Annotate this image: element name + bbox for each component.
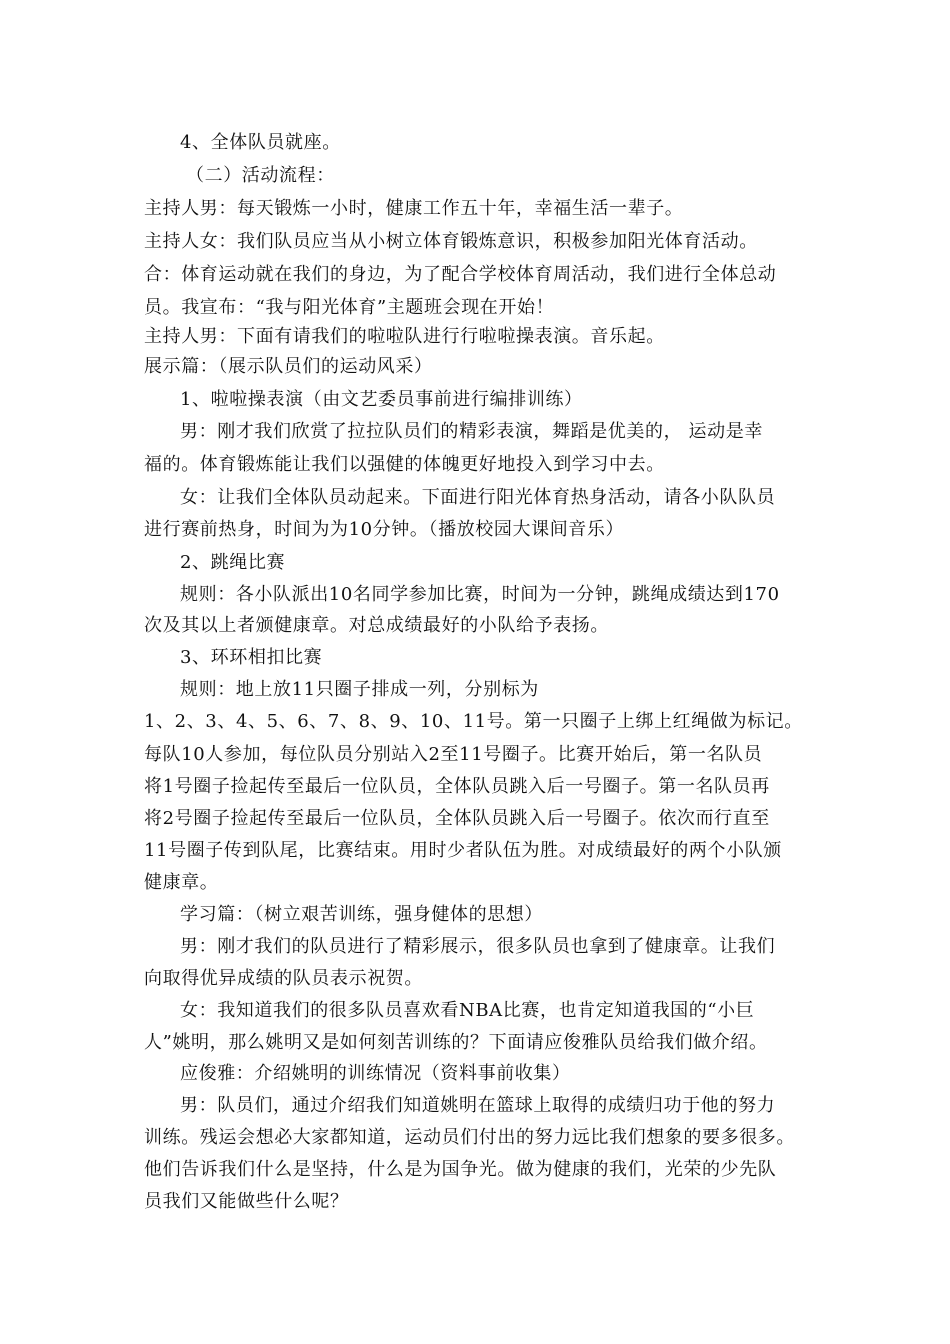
text-line: 进行赛前热身，时间为为10分钟。（播放校园大课间音乐） — [144, 519, 625, 540]
text-line: 每队10人参加，每位队员分别站入2至11号圈子。比赛开始后，第一名队员 — [144, 744, 763, 765]
text-line: 规则：地上放11只圈子排成一列，分别标为 — [180, 679, 539, 700]
text-line: 健康章。 — [144, 872, 219, 893]
text-line: 应俊雅：介绍姚明的训练情况（资料事前收集） — [180, 1063, 571, 1084]
text-line: 男：刚才我们的队员进行了精彩展示，很多队员也拿到了健康章。让我们 — [180, 936, 776, 957]
text-line: （二）活动流程： — [186, 165, 335, 186]
text-line: 主持人女：我们队员应当从小树立体育锻炼意识，积极参加阳光体育活动。 — [144, 231, 758, 252]
text-line: 11号圈子传到队尾，比赛结束。用时少者队伍为胜。对成绩最好的两个小队颁 — [144, 840, 782, 861]
section-heading: 学习篇：（树立艰苦训练，强身健体的思想） — [180, 904, 543, 925]
text-line: 员我们又能做些什么呢？ — [144, 1191, 349, 1212]
text-line: 将1号圈子捡起传至最后一位队员，全体队员跳入后一号圈子。第一名队员再 — [144, 776, 770, 797]
text-line: 主持人男：下面有请我们的啦啦队进行行啦啦操表演。音乐起。 — [144, 326, 665, 347]
text-line: 训练。残运会想必大家都知道，运动员们付出的努力远比我们想象的要多很多。 — [144, 1127, 795, 1148]
text-line: 女：我知道我们的很多队员喜欢看NBA比赛，也肯定知道我国的“小巨 — [180, 1000, 755, 1021]
text-line: 2、跳绳比赛 — [180, 552, 286, 573]
text-line: 主持人男：每天锻炼一小时，健康工作五十年，幸福生活一辈子。 — [144, 198, 684, 219]
text-line: 规则：各小队派出10名同学参加比赛，时间为一分钟，跳绳成绩达到170 — [180, 584, 780, 605]
text-line: 次及其以上者颁健康章。对总成绩最好的小队给予表扬。 — [144, 615, 609, 636]
text-line: 1、啦啦操表演（由文艺委员事前进行编排训练） — [180, 389, 583, 410]
text-line: 男：刚才我们欣赏了拉拉队员们的精彩表演，舞蹈是优美的， 运动是幸 — [180, 421, 763, 442]
text-line: 员。我宣布：“我与阳光体育”主题班会现在开始！ — [144, 297, 555, 318]
section-heading: 展示篇：（展示队员们的运动风采） — [144, 356, 433, 377]
text-line: 将2号圈子捡起传至最后一位队员，全体队员跳入后一号圈子。依次而行直至 — [144, 808, 770, 829]
text-line: 合：体育运动就在我们的身边，为了配合学校体育周活动，我们进行全体总动 — [144, 264, 777, 285]
text-line: 1、2、3、4、5、6、7、8、9、10、11号。第一只圈子上绑上红绳做为标记。 — [144, 711, 803, 732]
text-line: 3、环环相扣比赛 — [180, 647, 323, 668]
text-line: 福的。体育锻炼能让我们以强健的体魄更好地投入到学习中去。 — [144, 454, 665, 475]
text-line: 女：让我们全体队员动起来。下面进行阳光体育热身活动，请各小队队员 — [180, 487, 776, 508]
text-line: 4、全体队员就座。 — [180, 132, 341, 153]
text-line: 向取得优异成绩的队员表示祝贺。 — [144, 968, 423, 989]
text-line: 他们告诉我们什么是坚持，什么是为国争光。做为健康的我们，光荣的少先队 — [144, 1159, 777, 1180]
text-line: 男：队员们，通过介绍我们知道姚明在篮球上取得的成绩归功于他的努力 — [180, 1095, 776, 1116]
text-line: 人”姚明，那么姚明又是如何刻苦训练的？下面请应俊雅队员给我们做介绍。 — [144, 1032, 768, 1053]
